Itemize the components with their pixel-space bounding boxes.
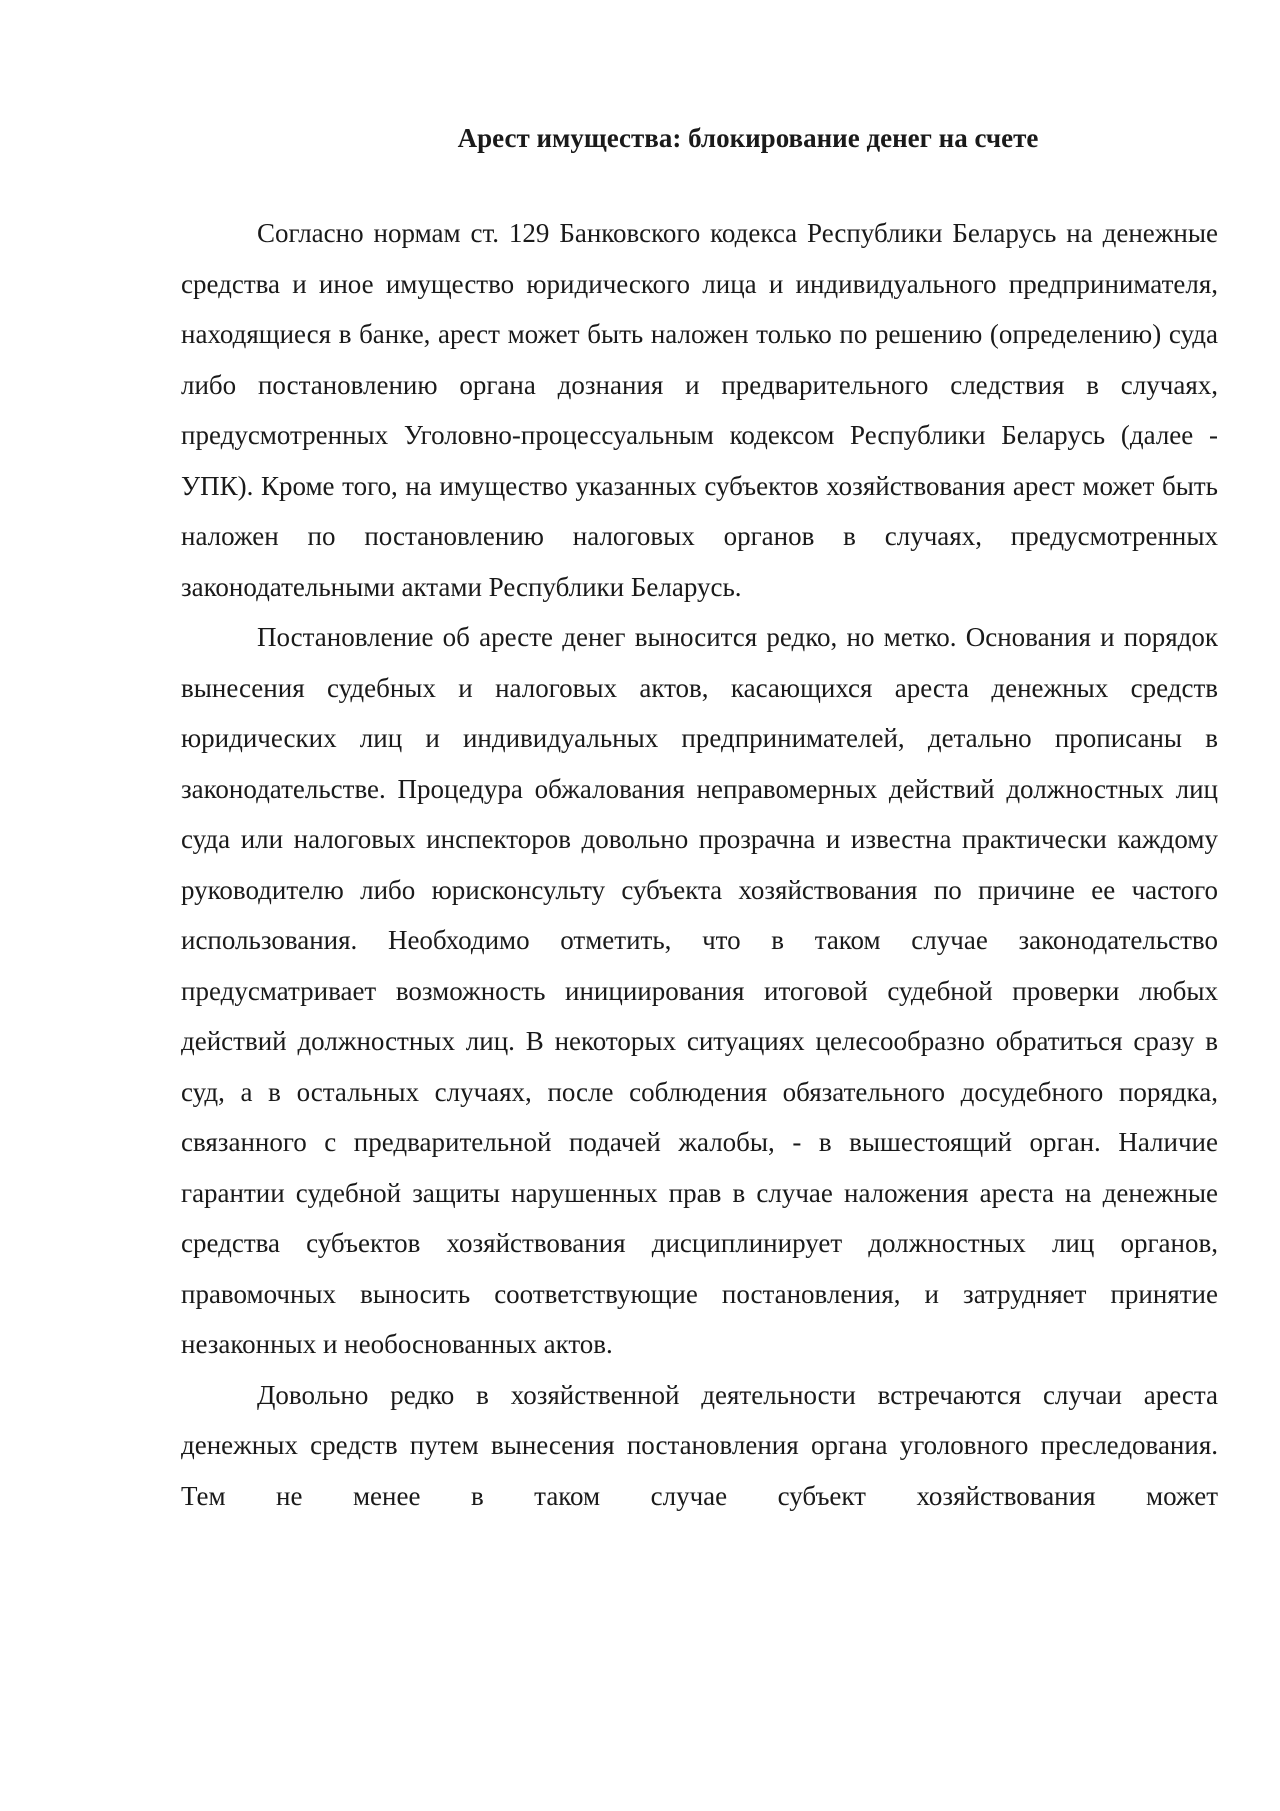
paragraph-1: Согласно нормам ст. 129 Банковского кодекса Республики Беларусь на денежные средства и иное имущество юридического лица и индивидуального предпринимателя, находящиеся в банке, арест может быть наложен только по решению (определению) суда либо постановлению органа дознания и предварительного следствия в случаях, предусмотренных Уголовно-процессуальным кодексом Республики Беларусь (далее - УПК). Кроме того, на имущество указанных субъектов хозяйствования арест может быть наложен по постановлению налоговых органов в случаях, предусмотренных законодательными актами Республики Беларусь. [181, 218, 1218, 602]
paragraph-3: Довольно редко в хозяйственной деятельности встречаются случаи ареста денежных средств путем вынесения постановления органа уголовного преследования. Тем не менее в таком случае субъект хозяйствования может [181, 1379, 1218, 1511]
document-title: Арест имущества: блокирование денег на счете [457, 123, 1039, 153]
paragraph-2: Постановление об аресте денег выносится редко, но метко. Основания и порядок вынесения судебных и налоговых актов, касающихся ареста денежных средств юридических лиц и индивидуальных предпринимателей, детально прописаны в законодательстве. Процедура обжалования неправомерных действий должностных лиц суда или налоговых инспекторов довольно прозрачна и известна практически каждому руководителю либо юрисконсульту субъекта хозяйствования по причине ее частого использования. Необходимо отметить, что в таком случае законодательство предусматривает возможность инициирования итоговой судебной проверки любых действий должностных лиц. В некоторых ситуациях целесообразно обратиться сразу в суд, а в остальных случаях, после соблюдения обязательного досудебного порядка, связанного с предварительной подачей жалобы, - в вышестоящий орган. Наличие гарантии судебной защиты нарушенных прав в случае наложения ареста на денежные средства субъектов хозяйствования дисциплинирует должностных лиц органов, правомочных выносить соответствующие постановления, и затрудняет принятие незаконных и необоснованных актов. [181, 622, 1218, 1359]
document-body [181, 208, 1218, 1521]
